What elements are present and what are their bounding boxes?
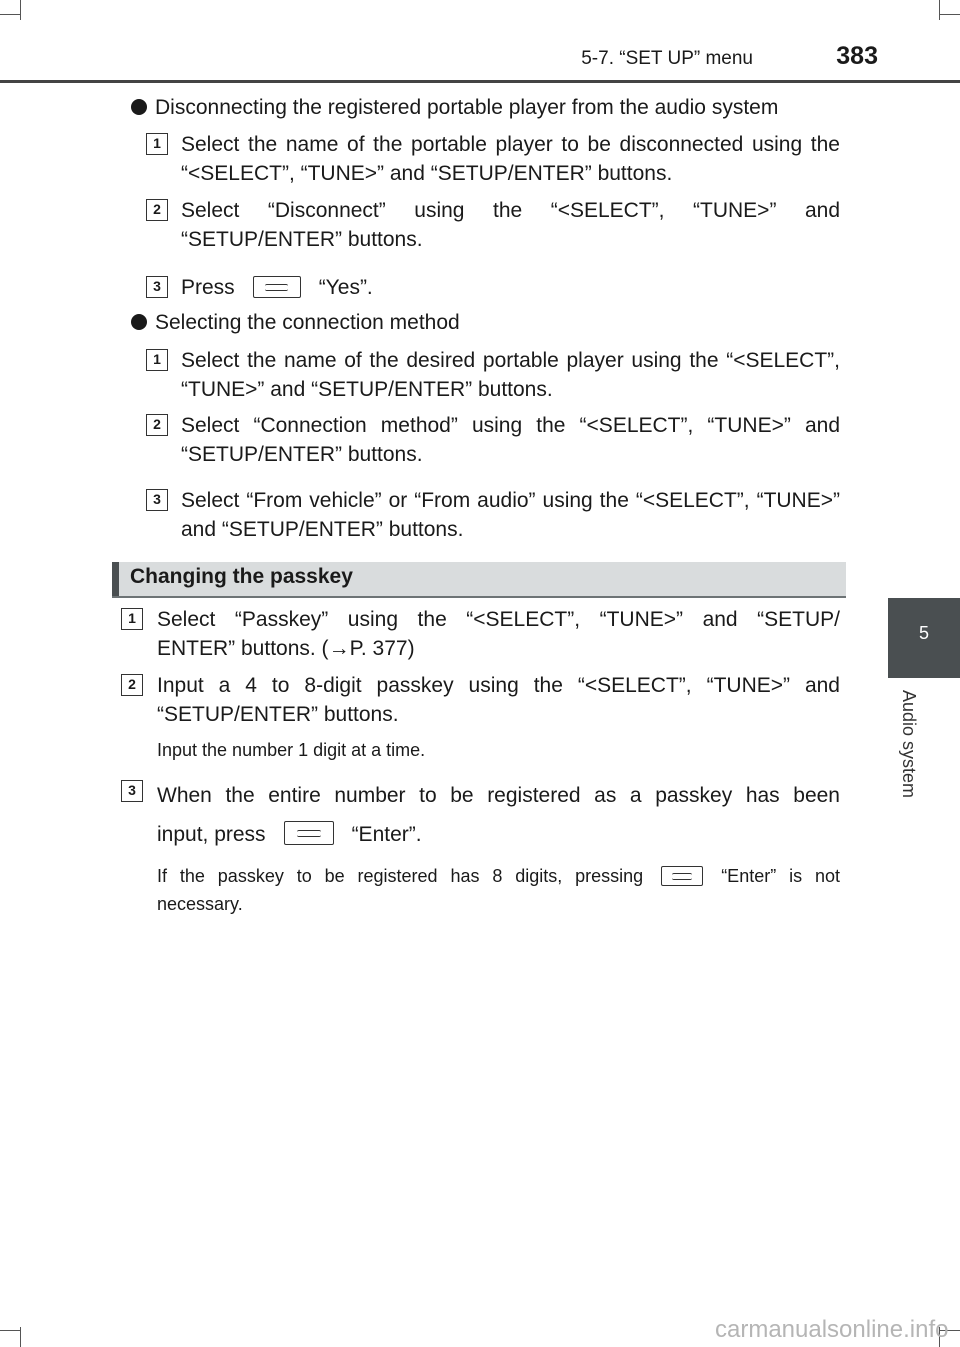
step-text-line: ENTER” buttons. (→P. 377) [157, 637, 415, 660]
step-text: Select “Disconnect” using the “<SELECT”, “TUNE>” and “SETUP/ENTER” buttons. [181, 199, 840, 251]
note-line: If the passkey to be registered has 8 digits, pressing “Enter” is not [157, 866, 840, 886]
arrow-icon: → [328, 637, 350, 660]
crop-mark [20, 0, 21, 20]
crop-mark [940, 14, 960, 15]
bullet-icon [131, 314, 147, 330]
step-number: 1 [121, 608, 143, 630]
chapter-label: Audio system [899, 690, 919, 799]
step-text: Press “Yes”. [181, 276, 373, 299]
step-text-line: Select “Passkey” using the “<SELECT”, “TUNE>” and “SETUP/ [157, 608, 840, 631]
step-text: Select “From vehicle” or “From audio” using the “<SELECT”, “TUNE>” and “SETUP/ENTER” buttons. [181, 489, 840, 541]
bullet-heading-disconnect: Disconnecting the registered portable player from the audio system [131, 93, 841, 122]
watermark: carmanualsonline.info [715, 1316, 949, 1343]
step-number: 3 [146, 276, 168, 298]
page-number: 383 [836, 42, 878, 70]
section-accent [112, 562, 119, 596]
enter-button-icon [284, 821, 334, 845]
step-text: Input a 4 to 8-digit passkey using the “<SELECT”, “TUNE>” and “SETUP/ENTER” buttons. [157, 674, 840, 726]
section-heading-bar [112, 562, 846, 598]
enter-button-icon [253, 276, 301, 298]
step-note [157, 862, 840, 918]
bullet-icon [131, 99, 147, 115]
section-title: 5-7. “SET UP” menu [581, 48, 753, 69]
step-number: 3 [121, 780, 143, 802]
step-text-line: input, press “Enter”. [157, 823, 422, 846]
crop-mark [0, 1330, 20, 1331]
step-number: 2 [146, 414, 168, 436]
chapter-tab: 5 [888, 598, 960, 678]
bullet-heading-connection: Selecting the connection method [131, 308, 841, 337]
step-number: 1 [146, 133, 168, 155]
step-number: 2 [121, 674, 143, 696]
header-rule [0, 80, 960, 83]
step-note: Input the number 1 digit at a time. [157, 740, 426, 760]
crop-mark [0, 14, 20, 15]
step-number: 1 [146, 349, 168, 371]
step-number: 2 [146, 199, 168, 221]
section-heading: Changing the passkey [130, 565, 353, 588]
note-line: necessary. [157, 894, 243, 914]
enter-button-icon [661, 866, 703, 886]
step-number: 3 [146, 489, 168, 511]
step-text: Select the name of the portable player to be disconnected using the “<SELECT”, “TUNE>” and “SETUP/ENTER” buttons. [181, 133, 840, 185]
crop-mark [939, 0, 940, 20]
step-text [157, 776, 840, 854]
crop-mark [20, 1327, 21, 1347]
step-text-line: When the entire number to be registered as a passkey has been [157, 784, 840, 807]
step-text: Select “Connection method” using the “<SELECT”, “TUNE>” and “SETUP/ENTER” buttons. [181, 414, 840, 466]
step-text [157, 605, 840, 663]
step-text: Select the name of the desired portable player using the “<SELECT”, “TUNE>” and “SETUP/ENTER” buttons. [181, 349, 840, 401]
